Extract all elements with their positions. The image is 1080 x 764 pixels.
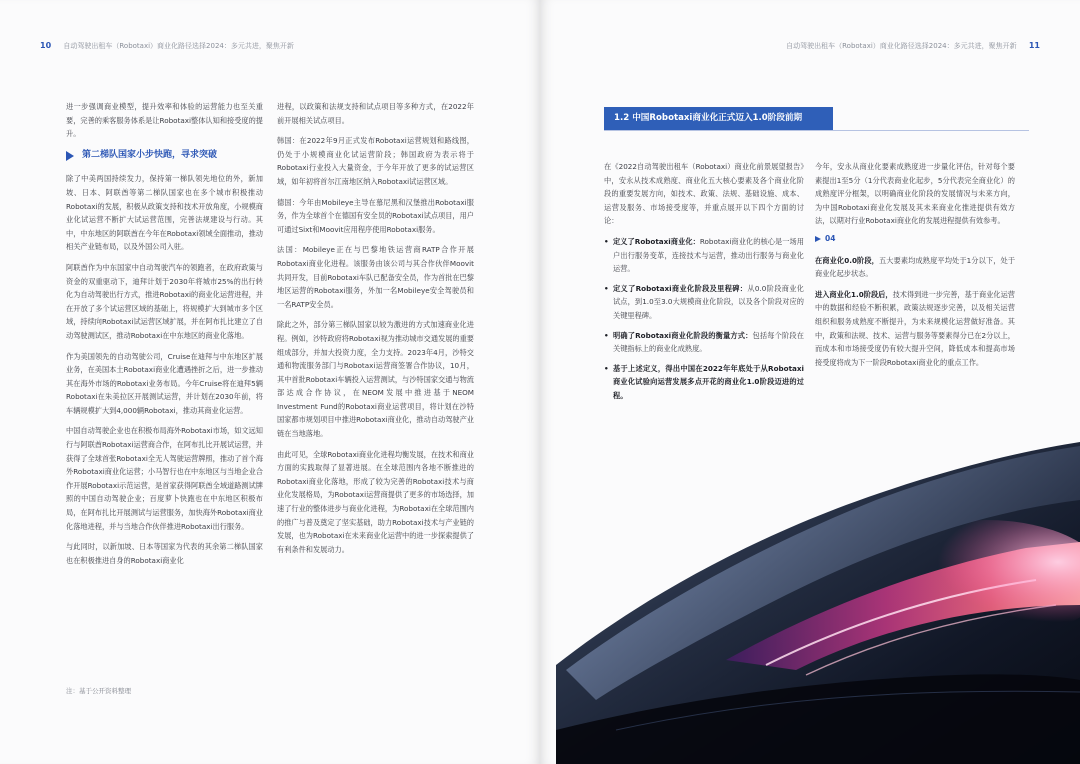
paragraph: 韩国：在2022年9月正式发布Robotaxi运营规划和路线图，仍处于小规模商业化试运营阶段；韩国政府为表示将于Robotaxi行业投入大量资金，于今年开放了更多的试运营区域，如年初将首尔江南地区纳入Robotaxi试运营区域。 <box>277 136 474 186</box>
list-item-lead: 定义了Robotaxi商业化： <box>613 236 700 246</box>
paragraph: 作为美国领先的自动驾驶公司，Cruise在迪拜与中东地区扩展业务，在美国本土Robotaxi商业化遭遇挫折之后，进一步推动其在海外市场的Robotaxi业务布局。今年Cruise将在迪拜5辆Robotaxi在朱美拉区开展测试运营，并计划在2030年前，将车辆规模扩大到4,000辆Robotaxi，推动其商业化运营。 <box>66 351 263 415</box>
paragraph-lead: 进入商业化1.0阶段后， <box>815 289 893 299</box>
figure-reference-number: 04 <box>825 233 836 243</box>
section-heading-text: 第二梯队国家小步快跑，寻求突破 <box>82 149 218 160</box>
paragraph: 除了中美两国持续发力，保持第一梯队领先地位的外，新加坡、日本、阿联酋等第二梯队国家也在多个城市积极推动Robotaxi的发展，积极从政策支持和技术开放角度，小规模商业化试运营不断扩大试运营范围，完善法规建设与行动。其中，中东地区的阿联酋在今年在Robotaxi领域全面推动，推动相关产业链布局，以及外国公司入驻。 <box>66 174 263 252</box>
car-headlight-photo <box>556 430 1080 764</box>
list-item-text: 基于上述定义，得出中国在2022年年底处于从Robotaxi商业化试验向运营发展多点开花的商业化1.0阶段迈进的过程。 <box>613 363 804 400</box>
paragraph: 与此同时，以新加坡、日本等国家为代表的其余第二梯队国家也在积极推进自身的Robotaxi商业化 <box>66 542 263 565</box>
paragraph: 除此之外，部分第三梯队国家以较为激进的方式加速商业化进程。例如，沙特政府将Robotaxi视为推动城市交通发展的重要组成部分，并加大投资力度，全力支持。2023年4月，沙特交通和物流服务部门与Robotaxi运营商签署合作协议，10月，其中首批Robotaxi车辆投入运营测试，与沙特国家交通与物流部达成合作协议，在NEOM发展中推进基于NEOM Investment Fund的Robotaxi商业运营项目，将计划在沙特国家都市规划项目中推进Robotaxi商业化，推动自动驾驶产业链在当地落地。 <box>277 320 474 439</box>
bullet-dot-icon: • <box>604 330 609 340</box>
paragraph <box>815 254 1015 281</box>
paragraph <box>815 288 1015 370</box>
right-column-2 <box>815 160 1015 376</box>
triangle-bullet-icon <box>66 151 74 161</box>
paragraph-text: 五大要素均成熟度平均处于1分以下，处于商业化起步状态。 <box>815 255 1016 279</box>
list-item-text: 从0.0阶段商业化试点，到1.0至3.0大规模商业化阶段，以及各个阶段对应的关键里程碑。 <box>613 283 804 320</box>
left-page-number: 10 <box>40 41 52 50</box>
right-running-head <box>786 41 1040 51</box>
list-item <box>604 362 804 403</box>
bullet-dot-icon: • <box>604 236 609 246</box>
footnote: 注：基于公开资料整理 <box>66 687 131 695</box>
paragraph: 在《2022自动驾驶出租车（Robotaxi）商业化前景展望报告》中，安永从技术成熟度、商业化五大核心要素及各个商业化阶段的重要发展方向，如技术、政策、法规、基础设施、成本、运营及服务、市场接受度等，并重点展开以下四个方面的讨论： <box>604 162 804 226</box>
section-title-bar: 1.2 中国Robotaxi商业化正式迈入1.0阶段前期 <box>604 107 833 130</box>
left-column-2 <box>277 100 474 563</box>
list-item-lead: 定义了Robotaxi商业化阶段及里程碑： <box>613 283 748 293</box>
bullet-dot-icon: • <box>604 363 609 373</box>
section-heading <box>66 149 263 163</box>
paragraph: 德国：今年由Mobileye主导在慕尼黑和汉堡推出Robotaxi服务，作为全球首个在德国有安全员的Robotaxi试点项目，用户可通过Sixt和Moovit应用程序使用Robotaxi服务。 <box>277 197 474 234</box>
paragraph: 今年，安永从商业化要素成熟度进一步量化评估，针对每个要素提出1至5分（1分代表商业化起步，5分代表完全商业化）的成熟度评分框架，以明确商业化阶段的发展情况与未来方向，为中国Robotaxi商业化发展及其未来商业化推进提供有效方法，以期对行业Robotaxi商业化的发展进程提供有效参考。 <box>815 162 1015 226</box>
right-column-1 <box>604 160 804 409</box>
paragraph-lead: 在商业化0.0阶段， <box>815 255 879 265</box>
right-page-number: 11 <box>1028 41 1040 50</box>
right-running-head-title: 自动驾驶出租车（Robotaxi）商业化路径选择2024：多元共进，聚焦开新 <box>786 42 1017 50</box>
list-item <box>604 282 804 323</box>
figure-reference <box>815 232 1015 246</box>
paragraph: 法国：Mobileye正在与巴黎地铁运营商RATP合作开展Robotaxi商业化进程。该服务由该公司与其合作伙伴Moovit共同开发，目前Robotaxi车队已配备安全员，作为首批在巴黎地区运营的Robotaxi服务，外加一名Mobileye安全驾驶员和一名RATP安全员。 <box>277 245 474 309</box>
list-item <box>604 329 804 356</box>
paragraph: 中国自动驾驶企业也在积极布局海外Robotaxi市场，如文远知行与阿联酋Robotaxi运营商合作，在阿布扎比开展试运营，并获得了全球首张Robotaxi全无人驾驶运营牌照，推动了首个海外Robotaxi商业化运营；小马智行也在中东地区与当地企业合作开展Robotaxi示范运营，是首家获得阿联酋全域道路测试牌照的中国自动驾驶企业；百度萝卜快跑也在中东地区积极布局，在阿布扎比开展测试与运营服务，加快海外Robotaxi商业化落地进程，并与当地合作伙伴推进Robotaxi出行服务。 <box>66 426 263 531</box>
section-title-rule <box>604 130 1029 131</box>
left-running-head <box>40 41 294 51</box>
paragraph: 阿联酋作为中东国家中自动驾驶汽车的领跑者，在政府政策与资金的双重驱动下，迪拜计划于2030年将城市25%的出行转化为自动驾驶出行方式，推进Robotaxi的商业化运营进程，并在开放了多个试运营区域的基础上，将规模扩大到城市多个区域，持续向Robotaxi试运营区域扩展，并在阿布扎比建立了自动驾驶测试区，推动Robotaxi在中东地区的商业化落地。 <box>66 262 263 340</box>
list-item-text: Robotaxi商业化的核心是一场用户出行服务变革，连接技术与运营，推动出行服务与商业化运营。 <box>613 236 804 274</box>
list-item-lead: 明确了Robotaxi商业化阶段的衡量方式： <box>613 330 753 340</box>
bullet-dot-icon: • <box>604 283 609 293</box>
definition-list <box>604 235 804 403</box>
paragraph: 进程，以政策和法规支持和试点项目等多种方式，在2022年前开展相关试点项目。 <box>277 102 474 125</box>
list-item-text: 包括每个阶段在关键指标上的商业化成熟度。 <box>613 330 804 354</box>
list-item <box>604 235 804 276</box>
car-headlight-image <box>556 430 1080 764</box>
paragraph-text: 技术得到进一步完善，基于商业化运营中的数据和经验不断积累，政策法规逐步完善，以及相关运营组织和服务成熟度不断提升，为未来规模化运营做好准备。其中，政策和法规、技术、运营与服务等要素得分已在2分以上，而成本和市场接受度仍有较大提升空间，降低成本和提高市场接受度将成为下一阶段Robotaxi商业化的重点工作。 <box>815 289 1015 367</box>
triangle-marker-icon <box>815 236 821 242</box>
paragraph: 进一步强调商业模型，提升效率和体验的运营能力也至关重要，完善的乘客服务体系是让Robotaxi整体认知和接受度的提升。 <box>66 102 263 139</box>
paragraph: 由此可见，全球Robotaxi商业化进程均衡发展，在技术和商业方面的实践取得了显著进展。在全球范围内各地不断推进的Robotaxi商业化落地，形成了较为完善的Robotaxi技术与商业化发展格局，为Robotaxi运营商提供了更多的市场选择，加速了行业的整体进步与商业化进程，为Robotaxi在全球范围内的推广与普及奠定了坚实基础，助力Robotaxi技术与产业链的发展，也为Robotaxi在未来商业化运营中的进一步探索提供了有利条件和发展动力。 <box>277 449 474 554</box>
left-column-1 <box>66 100 263 574</box>
left-running-head-title: 自动驾驶出租车（Robotaxi）商业化路径选择2024：多元共进，聚焦开新 <box>63 42 294 50</box>
